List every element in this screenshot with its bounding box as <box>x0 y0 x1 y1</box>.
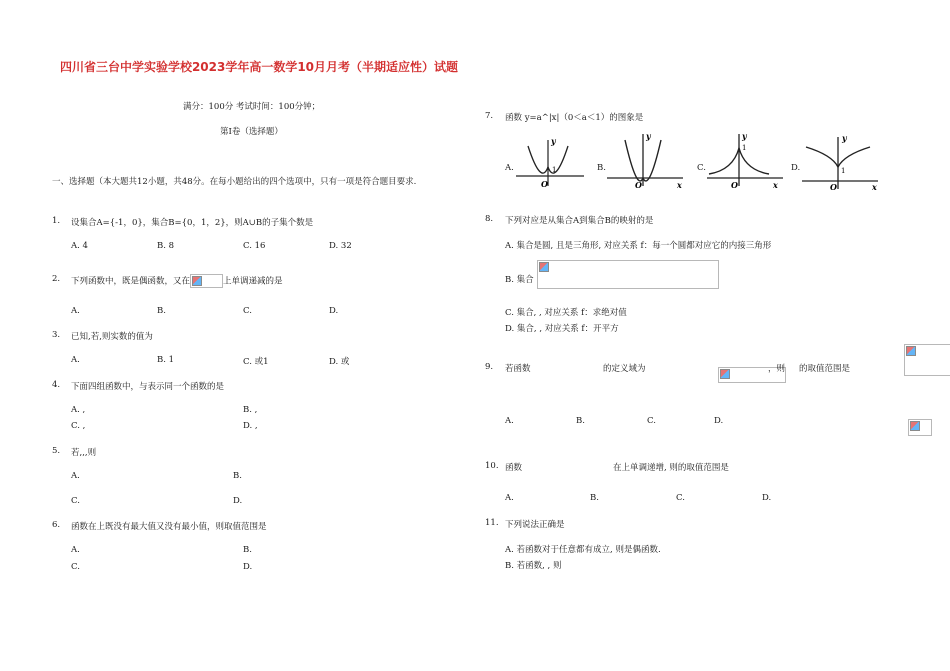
volume-heading: 第Ⅰ卷（选择题） <box>220 127 283 137</box>
formula-image-placeholder <box>908 419 932 436</box>
graph-d <box>800 133 880 191</box>
q9-stem-mid: 的定义域为 <box>603 364 646 374</box>
q7-option-b: B. <box>597 163 606 173</box>
q3-option-b: B. 1 <box>157 355 175 365</box>
q6-option-b: B. <box>243 545 252 555</box>
q2-option-c: C. <box>243 306 252 316</box>
formula-image-placeholder <box>190 274 223 288</box>
q10-number: 10. <box>485 461 499 471</box>
q6-option-a: A. <box>71 545 80 555</box>
q2-number: 2. <box>52 274 61 284</box>
q9-option-a: A. <box>505 416 514 426</box>
graph-c <box>705 130 787 190</box>
q6-stem: 函数在上既没有最大值又没有最小值，则取值范围是 <box>71 522 267 532</box>
q4-stem: 下面四组函数中，与表示同一个函数的是 <box>71 382 225 392</box>
graph-d-y-label: y <box>842 133 847 143</box>
broken-image-icon <box>192 276 202 286</box>
q2-stem-post: 上单调递减的是 <box>223 276 283 287</box>
q1-number: 1. <box>52 216 61 226</box>
q4-number: 4. <box>52 380 61 390</box>
graph-b-origin-label: O <box>635 180 642 190</box>
q8-option-c: C. 集合, , 对应关系 f：求绝对值 <box>505 308 627 318</box>
q5-option-b: B. <box>233 471 242 481</box>
q1-stem: 设集合A={-1，0}，集合B={0，1，2}，则A∪B的子集个数是 <box>71 218 314 228</box>
q8-option-b: B. 集合 <box>505 275 534 285</box>
q10-option-b: B. <box>590 493 599 503</box>
graph-b <box>605 130 687 190</box>
broken-image-icon <box>720 369 730 379</box>
q11-number: 11. <box>485 518 499 528</box>
q6-option-c: C. <box>71 562 80 572</box>
graph-c-one-label: 1 <box>742 144 747 152</box>
q7-option-a: A. <box>505 163 514 173</box>
q10-option-d: D. <box>762 493 772 503</box>
q1-option-c: C. 16 <box>243 241 266 251</box>
q9-stem-post: ，则 <box>768 364 786 374</box>
q3-stem: 已知,若,则实数的值为 <box>71 332 153 342</box>
q5-number: 5. <box>52 446 61 456</box>
document-title: 四川省三台中学实验学校2023学年高一数学10月月考（半期适应性）试题 <box>59 60 459 74</box>
q7-option-c: C. <box>697 163 706 173</box>
score-line: 满分：100分 考试时间：100分钟； <box>183 102 321 112</box>
broken-image-icon <box>906 346 916 356</box>
graph-d-x-label: x <box>872 182 877 191</box>
q6-option-d: D. <box>243 562 253 572</box>
q1-option-a: A. 4 <box>71 241 88 251</box>
q9-stem-pre: 若函数 <box>505 364 531 374</box>
q2-option-d: D. <box>329 306 339 316</box>
q5-stem: 若,,,则 <box>71 448 97 458</box>
graph-a <box>514 134 586 190</box>
graph-c-x-label: x <box>773 180 778 190</box>
q1-option-d: D. 32 <box>329 241 352 251</box>
q10-stem-post: 在上单调递增, 则的取值范围是 <box>613 463 729 473</box>
q8-option-a: A. 集合是圆, 且是三角形, 对应关系 f：每一个圆都对应它的内接三角形 <box>505 241 772 251</box>
q7-option-d: D. <box>791 163 801 173</box>
q10-stem-pre: 函数 <box>505 463 523 473</box>
graph-b-y-label: y <box>646 131 651 141</box>
q8-stem: 下列对应是从集合A到集合B的映射的是 <box>505 216 654 226</box>
formula-image-placeholder <box>537 260 719 289</box>
q3-option-a: A. <box>71 355 80 365</box>
q7-number: 7. <box>485 111 494 121</box>
q2-stem-pre: 下列函数中，既是偶函数，又在 <box>71 276 191 287</box>
broken-image-icon <box>910 421 920 431</box>
q2-option-a: A. <box>71 306 80 316</box>
q9-number: 9. <box>485 362 494 372</box>
graph-a-one-label: 1 <box>552 166 557 174</box>
q9-option-d: D. <box>714 416 724 426</box>
q5-option-c: C. <box>71 496 80 506</box>
graph-d-origin-label: O <box>830 182 837 191</box>
q3-option-c: C. 或1 <box>243 357 269 367</box>
q3-number: 3. <box>52 330 61 340</box>
q3-option-d: D. 或 <box>329 357 350 367</box>
q1-option-b: B. 8 <box>157 241 175 251</box>
graph-b-x-label: x <box>677 180 682 190</box>
formula-image-placeholder <box>904 344 950 376</box>
q6-number: 6. <box>52 520 61 530</box>
q4-option-a: A. , <box>71 405 86 415</box>
q11-stem: 下列说法正确是 <box>505 520 565 530</box>
q4-option-c: C. , <box>71 421 86 431</box>
q4-option-d: D. , <box>243 421 258 431</box>
graph-a-origin-label: O <box>541 179 548 189</box>
q2-option-b: B. <box>157 306 166 316</box>
q9-option-b: B. <box>576 416 585 426</box>
q10-option-a: A. <box>505 493 514 503</box>
q4-option-b: B. , <box>243 405 258 415</box>
q11-option-a: A. 若函数对于任意都有成立, 则是偶函数. <box>505 545 661 555</box>
q2-stem <box>71 274 283 288</box>
graph-d-one-label: 1 <box>841 167 846 175</box>
q9-option-c: C. <box>647 416 656 426</box>
q8-option-d: D. 集合, , 对应关系 f：开平方 <box>505 324 619 334</box>
q10-option-c: C. <box>676 493 685 503</box>
q7-stem: 函数 y=a^|x|（0＜a＜1）的图象是 <box>505 113 644 123</box>
graph-a-y-label: y <box>551 136 556 146</box>
q5-option-a: A. <box>71 471 80 481</box>
q5-option-d: D. <box>233 496 243 506</box>
q11-option-b: B. 若函数, , 则 <box>505 561 562 571</box>
graph-c-y-label: y <box>742 131 747 141</box>
q8-number: 8. <box>485 214 494 224</box>
broken-image-icon <box>539 262 549 272</box>
section-heading: 一、选择题（本大题共12小题，共48分。在每小题给出的四个选项中，只有一项是符合题目要求. <box>52 177 417 187</box>
q9-stem-end: 的取值范围是 <box>799 364 851 374</box>
graph-c-origin-label: O <box>731 180 738 190</box>
